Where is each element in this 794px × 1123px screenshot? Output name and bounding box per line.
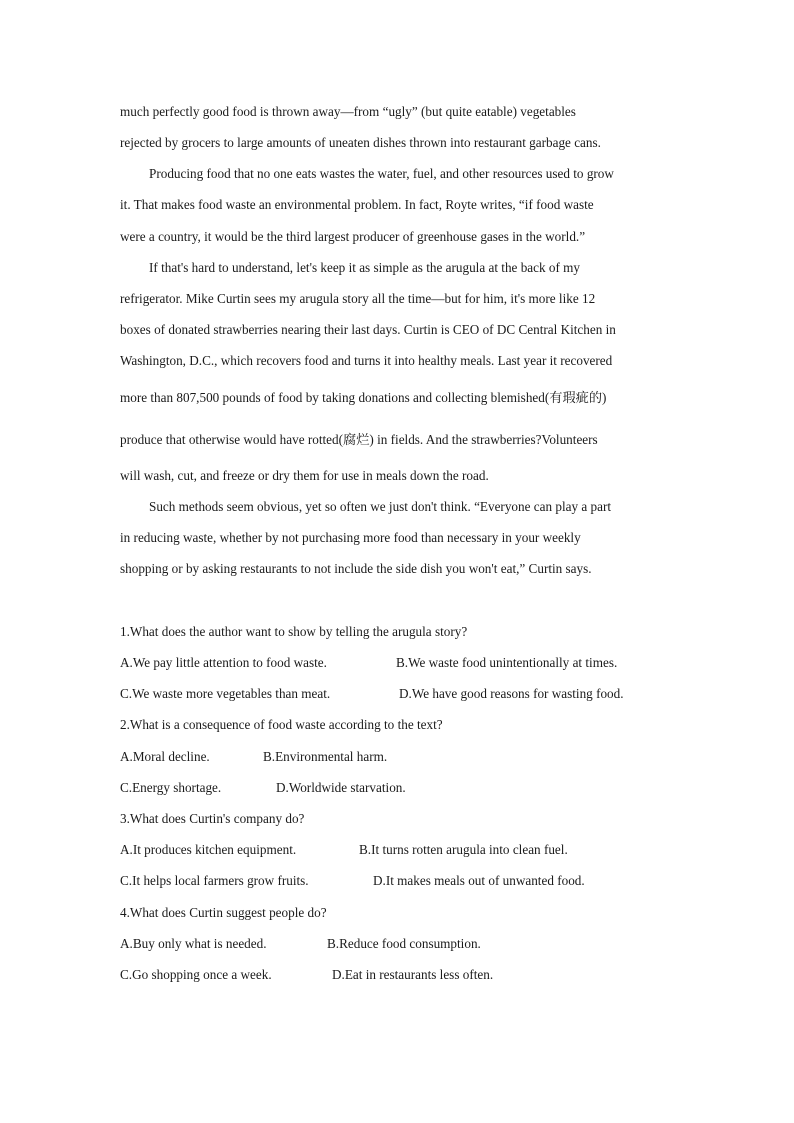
question-4-option-c: C.Go shopping once a week.	[120, 967, 272, 982]
question-2-option-c: C.Energy shortage.	[120, 780, 222, 795]
passage-line: boxes of donated strawberries nearing their last days. Curtin is CEO of DC Central Kitchen in	[120, 322, 616, 337]
passage-line: shopping or by asking restaurants to not include the side dish you won't eat,” Curtin says.	[120, 561, 592, 576]
question-2-option-b: B.Environmental harm.	[263, 749, 388, 764]
question-2-stem: 2.What is a consequence of food waste according to the text?	[120, 717, 443, 732]
question-3-option-b: B.It turns rotten arugula into clean fuel.	[359, 842, 568, 857]
question-3-option-a: A.It produces kitchen equipment.	[120, 842, 297, 857]
passage-line: Washington, D.C., which recovers food and turns it into healthy meals. Last year it recovered	[120, 353, 613, 368]
question-3-option-d: D.It makes meals out of unwanted food.	[373, 873, 585, 888]
question-1-option-c: C.We waste more vegetables than meat.	[120, 686, 331, 701]
passage-line: produce that otherwise would have rotted(腐烂) in fields. And the strawberries?Volunteers	[120, 432, 598, 447]
passage-line: Such methods seem obvious, yet so often we just don't think. “Everyone can play a part	[149, 499, 612, 514]
question-1-option-a: A.We pay little attention to food waste.	[120, 655, 327, 670]
passage-line: it. That makes food waste an environmental problem. In fact, Royte writes, “if food waste	[120, 197, 594, 212]
passage-line: rejected by grocers to large amounts of uneaten dishes thrown into restaurant garbage cans.	[120, 135, 601, 150]
question-4-option-d: D.Eat in restaurants less often.	[332, 967, 494, 982]
question-1-option-d: D.We have good reasons for wasting food.	[399, 686, 624, 701]
question-1-option-b: B.We waste food unintentionally at times.	[396, 655, 618, 670]
question-4-option-b: B.Reduce food consumption.	[327, 936, 481, 951]
question-2-option-a: A.Moral decline.	[120, 749, 210, 764]
passage-line: If that's hard to understand, let's keep it as simple as the arugula at the back of my	[149, 260, 581, 275]
passage-line: more than 807,500 pounds of food by taking donations and collecting blemished(有瑕疵的)	[120, 390, 607, 405]
passage-line: Producing food that no one eats wastes the water, fuel, and other resources used to grow	[149, 166, 614, 181]
question-3-stem: 3.What does Curtin's company do?	[120, 811, 305, 826]
passage-line: were a country, it would be the third largest producer of greenhouse gases in the world.”	[120, 229, 586, 244]
question-2-option-d: D.Worldwide starvation.	[276, 780, 406, 795]
question-4-option-a: A.Buy only what is needed.	[120, 936, 267, 951]
question-4-stem: 4.What does Curtin suggest people do?	[120, 905, 327, 920]
passage-line: in reducing waste, whether by not purchasing more food than necessary in your weekly	[120, 530, 581, 545]
question-1-stem: 1.What does the author want to show by telling the arugula story?	[120, 624, 468, 639]
passage-line: will wash, cut, and freeze or dry them for use in meals down the road.	[120, 468, 489, 483]
question-3-option-c: C.It helps local farmers grow fruits.	[120, 873, 309, 888]
passage-line: refrigerator. Mike Curtin sees my arugula story all the time—but for him, it's more like 12	[120, 291, 596, 306]
passage-line: much perfectly good food is thrown away—from “ugly” (but quite eatable) vegetables	[120, 104, 576, 119]
